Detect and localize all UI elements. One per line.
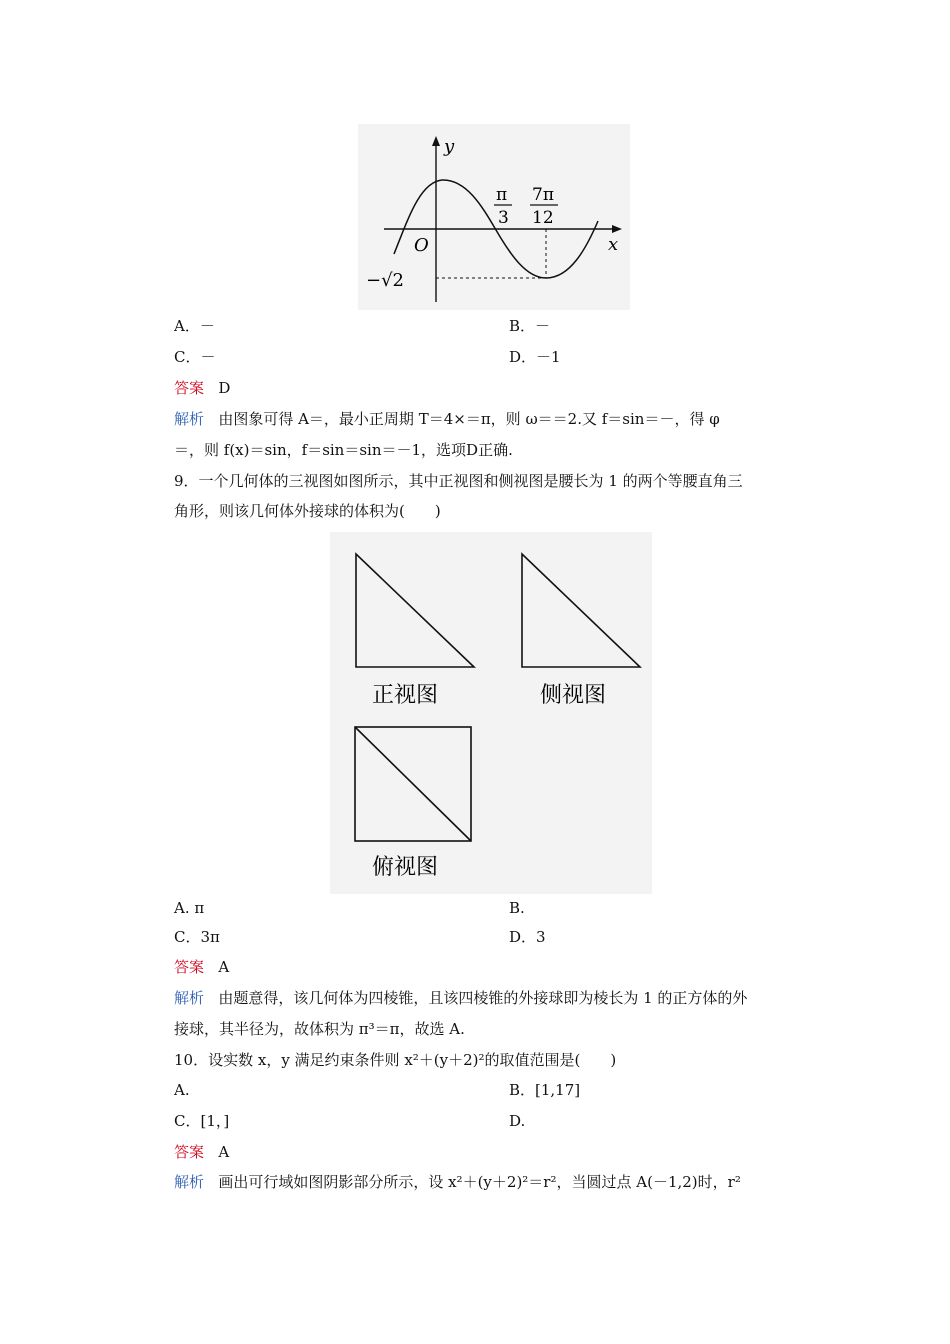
figure-background	[330, 532, 652, 894]
q8-analysis-line-1	[174, 409, 720, 429]
q10-analysis-label: 解析	[174, 1173, 205, 1191]
q8-analysis-text-1: 由图象可得 A＝，最小正周期 T＝4×＝π，则 ω＝＝2.又 f＝sin＝－，得 φ	[218, 410, 720, 428]
front-view-label: 正视图	[372, 683, 439, 708]
q9-analysis-text-1: 由题意得，该几何体为四棱锥，且该四棱锥的外接球即为棱长为 1 的正方体的外	[218, 989, 748, 1007]
q8-answer	[174, 378, 230, 398]
q9-option-a: A. π	[174, 899, 205, 917]
q8-answer-value: D	[218, 379, 231, 397]
q9-analysis-line-2: 接球，其半径为，故体积为 π³＝π，故选 A.	[174, 1020, 465, 1038]
tick-pi-3-denominator: 3	[498, 208, 509, 228]
q9-stem-line-1: 9．一个几何体的三视图如图所示，其中正视图和侧视图是腰长为 1 的两个等腰直角三	[174, 472, 743, 490]
q10-answer-value: A	[218, 1143, 230, 1161]
three-view-figure	[330, 532, 652, 894]
q9-answer-value: A	[218, 958, 230, 976]
y-axis-label: y	[444, 136, 455, 157]
sine-graph-figure	[358, 124, 630, 310]
q10-option-b: B．[1,17]	[509, 1081, 581, 1099]
q10-analysis-line-1	[174, 1172, 741, 1192]
tick-pi-3-numerator: π	[496, 185, 508, 205]
q8-option-c: C．－	[174, 348, 216, 366]
q9-option-c: C．3π	[174, 928, 220, 946]
top-view-label: 俯视图	[372, 855, 439, 880]
q8-option-a: A．－	[174, 317, 215, 335]
x-axis-label: x	[608, 234, 619, 255]
q10-option-a: A.	[174, 1081, 190, 1099]
q8-analysis-line-2: ＝，则 f(x)＝sin，f＝sin＝sin＝－1，选项D正确.	[174, 441, 513, 459]
q9-stem-line-2: 角形，则该几何体外接球的体积为( )	[174, 502, 441, 520]
q10-answer-label: 答案	[174, 1143, 205, 1161]
side-view-label: 侧视图	[540, 683, 607, 708]
q9-analysis-label: 解析	[174, 989, 205, 1007]
q10-analysis-text-1: 画出可行域如图阴影部分所示，设 x²＋(y＋2)²＝r²，当圆过点 A(－1,2)时，r²	[218, 1173, 741, 1191]
q8-option-b: B．－	[509, 317, 551, 335]
tick-7pi-12-numerator: 7π	[532, 185, 554, 205]
q9-analysis-line-1	[174, 988, 747, 1008]
q9-option-d: D．3	[509, 928, 546, 946]
tick-7pi-12-denominator: 12	[532, 208, 554, 228]
minimum-value-label: −√2	[366, 270, 405, 291]
q10-option-d: D.	[509, 1112, 526, 1130]
q10-option-c: C．[1，]	[174, 1112, 230, 1130]
q9-option-b: B.	[509, 899, 525, 917]
q9-answer-label: 答案	[174, 958, 205, 976]
q8-analysis-label: 解析	[174, 410, 205, 428]
q10-answer	[174, 1142, 229, 1162]
q8-answer-label: 答案	[174, 379, 205, 397]
q10-stem: 10．设实数 x，y 满足约束条件则 x²＋(y＋2)²的取值范围是( )	[174, 1051, 617, 1069]
origin-label: O	[414, 235, 429, 256]
q9-answer	[174, 957, 229, 977]
q8-option-d: D．－1	[509, 348, 561, 366]
